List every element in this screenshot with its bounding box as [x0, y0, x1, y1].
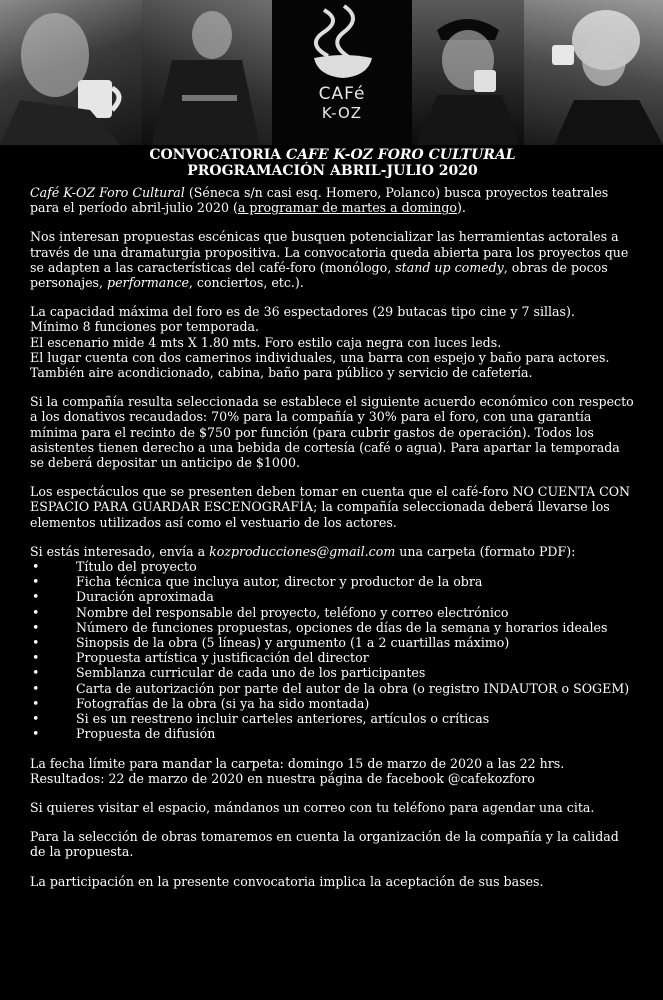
results-line: Resultados: 22 de marzo de 2020 en nuestra página de facebook @cafekozforo [30, 770, 535, 786]
list-item [30, 665, 635, 680]
selection-criteria-paragraph: Para la selección de obras tomaremos en cuenta la organización de la compañía y la calidad de la propuesta. [30, 829, 619, 860]
venue-name: Café K-OZ Foro Cultural [30, 185, 185, 200]
photo-woman-with-cup-silhouette [524, 0, 663, 145]
interests-text: Nos interesan propuestas escénicas que busquen potencializar las herramientas actorales a través de una dramaturgia propositiva. La convocatoria queda abierta para los proyectos que se adapten a las características del café-foro (monólogo, [30, 229, 629, 275]
title-line-2: PROGRAMACIÓN ABRIL-JULIO 2020 [187, 163, 478, 179]
venue-specs-paragraph [30, 304, 635, 380]
visit-paragraph: Si quieres visitar el espacio, mándanos un correo con tu teléfono para agendar una cita. [30, 799, 595, 815]
list-item-text: Sinopsis de la obra (5 líneas) y argumento (1 a 2 cuartillas máximo) [76, 635, 510, 651]
logo-line-2: K-OZ [321, 104, 363, 122]
title-prefix: CONVOCATORIA [149, 147, 287, 163]
spec-line: El escenario mide 4 mts X 1.80 mts. Foro estilo caja negra con luces leds. [30, 334, 502, 350]
list-item-text: Número de funciones propuestas, opciones de días de la semana y horarios ideales [76, 619, 608, 635]
list-item [30, 620, 635, 635]
deadline-paragraph [30, 756, 635, 786]
bullet: • [32, 680, 40, 696]
interests-text-3: , conciertos, etc.). [188, 275, 304, 291]
submission-text-2: una carpeta (formato PDF): [395, 543, 576, 559]
interests-performance: performance [107, 275, 189, 291]
list-item-text: Carta de autorización por parte del autor de la obra (o registro INDAUTOR o SOGEM) [76, 680, 630, 696]
photo-man-with-cup [0, 0, 142, 145]
spec-line: La capacidad máxima del foro es de 36 espectadores (29 butacas tipo cine y 7 sillas). [30, 304, 575, 320]
requirements-list [30, 559, 635, 741]
list-item [30, 635, 635, 650]
bullet: • [32, 665, 40, 681]
list-item [30, 574, 635, 589]
list-item-text: Duración aproximada [76, 589, 214, 605]
list-item-text: Ficha técnica que incluya autor, director y productor de la obra [76, 574, 483, 590]
submission-text: Si estás interesado, envía a [30, 543, 210, 559]
list-item [30, 711, 635, 726]
call-document [30, 147, 635, 903]
intro-end: ). [457, 200, 466, 216]
photo-man-reclining [142, 0, 272, 145]
bullet: • [32, 589, 40, 605]
interests-standup: stand up comedy [395, 259, 504, 275]
bullet: • [32, 559, 40, 575]
document-title [30, 147, 635, 179]
acceptance-paragraph: La participación en la presente convocatoria implica la aceptación de sus bases. [30, 873, 544, 889]
economic-agreement-paragraph: Si la compañía resulta seleccionada se establece el siguiente acuerdo económico con respecto a los donativos recaudados: 70% para la compañía y 30% para el foro, con una garantía mínima para el recinto de $750 por función (para cubrir gastos de operación). Todos los asistentes tienen derecho a una bebida de cortesía (café o agua). Para apartar la temporada se deberá depositar un anticipo de $1000. [30, 394, 634, 471]
list-item [30, 650, 635, 665]
list-item [30, 605, 635, 620]
submission-instructions [30, 544, 635, 559]
deadline-line: La fecha límite para mandar la carpeta: domingo 15 de marzo de 2020 a las 22 hrs. [30, 755, 565, 771]
scenography-notice-paragraph: Los espectáculos que se presenten deben tomar en cuenta que el café-foro NO CUENTA CON ESPACIO PARA GUARDAR ESCENOGRAFÍA; la compañía seleccionada deberá llevarse los elementos utilizados así como el vestuario de los actores. [30, 484, 631, 530]
bullet: • [32, 635, 40, 651]
bullet: • [32, 695, 40, 711]
schedule-note: a programar de martes a domingo [237, 200, 457, 216]
list-item-text: Nombre del responsable del proyecto, teléfono y correo electrónico [76, 604, 509, 620]
photo-man-with-cap-silhouette [412, 0, 524, 145]
title-italic: CAFE K-OZ FORO CULTURAL [286, 147, 516, 163]
bullet: • [32, 711, 40, 727]
list-item [30, 726, 635, 741]
photo-man-with-cap [412, 0, 524, 145]
list-item [30, 559, 635, 574]
coffee-steam-logo-icon [272, 0, 412, 90]
bullet: • [32, 619, 40, 635]
spec-line: También aire acondicionado, cabina, baño para público y servicio de cafetería. [30, 365, 533, 381]
interests-text-2: , obras de pocos personajes, [30, 259, 608, 291]
intro-text: (Séneca s/n casi esq. Homero, Polanco) busca proyectos teatrales para el período abril-julio 2020 ( [30, 185, 609, 216]
bullet: • [32, 604, 40, 620]
list-item-text: Si es un reestreno incluir carteles anteriores, artículos o críticas [76, 711, 490, 727]
bullet: • [32, 650, 40, 666]
list-item-text: Fotografías de la obra (si ya ha sido montada) [76, 695, 370, 711]
photo-woman-with-cup [524, 0, 663, 145]
list-item-text: Propuesta de difusión [76, 726, 216, 742]
interests-paragraph [30, 229, 635, 290]
title-line-1 [30, 147, 635, 163]
header-banner [0, 0, 663, 145]
logo-line-1: CAFé [318, 84, 366, 104]
list-item-text: Propuesta artística y justificación del director [76, 650, 369, 666]
bullet: • [32, 726, 40, 742]
photo-man-reclining-silhouette [142, 0, 272, 145]
list-item-text: Semblanza curricular de cada uno de los participantes [76, 665, 426, 681]
contact-email: kozproducciones@gmail.com [209, 543, 396, 559]
intro-paragraph [30, 185, 635, 215]
list-item [30, 696, 635, 711]
photo-man-with-cup-silhouette [0, 0, 142, 145]
spec-line: El lugar cuenta con dos camerinos individuales, una barra con espejo y baño para actores. [30, 349, 610, 365]
list-item [30, 589, 635, 604]
spec-line: Mínimo 8 funciones por temporada. [30, 319, 260, 335]
bullet: • [32, 574, 40, 590]
cafe-koz-logo [272, 0, 412, 145]
list-item [30, 681, 635, 696]
list-item-text: Título del proyecto [76, 559, 197, 575]
